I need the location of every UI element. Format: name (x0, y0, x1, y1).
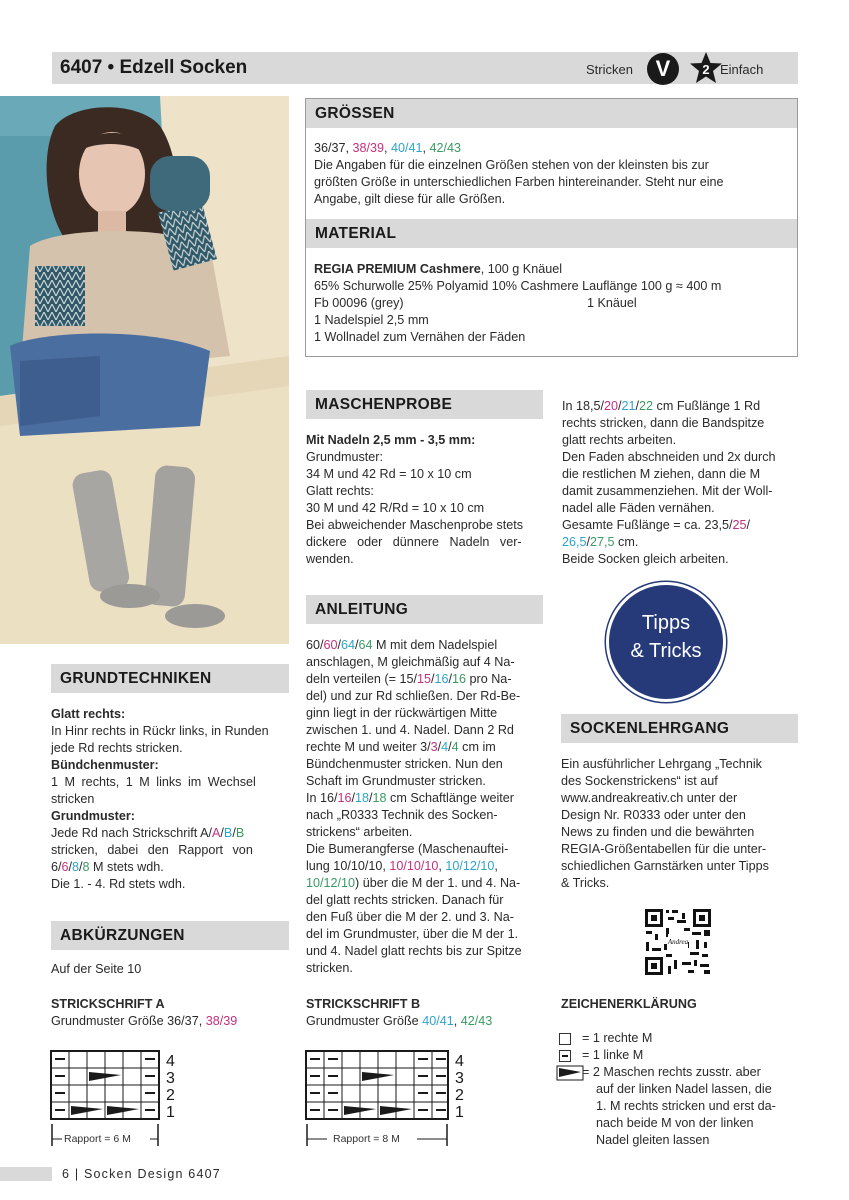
course-text: & Tricks. (561, 876, 610, 890)
technique-text: 1 M rechts, 1 M links im Wechsel (51, 775, 256, 789)
difficulty-label: Einfach (720, 62, 764, 77)
technique-text: stricken, dabei den Rapport von (51, 843, 253, 857)
gauge-line: Glatt rechts: (306, 484, 374, 498)
page-footer: 6 | Socken Design 6407 (62, 1167, 221, 1181)
technique-text: stricken (51, 792, 95, 806)
tips-tricks-badge[interactable] (606, 582, 726, 702)
sizes-text-1: Die Angaben für die einzelnen Größen stehen von der kleinsten bis zur (314, 158, 709, 172)
legend-knit: = 1 rechte M (582, 1031, 653, 1045)
instruction-line: anschlagen, M gleichmäßig auf 4 Na- (306, 655, 515, 669)
instruction-line: strickens“ arbeiten. (306, 825, 413, 839)
instruction-line: del) und zur Rd schließen. Der Rd-Be- (306, 689, 521, 703)
heading-anleitung: ANLEITUNG (306, 595, 543, 624)
instruction-line: den Fuß über die M der 2. und 3. Na- (306, 910, 514, 924)
legend-purl: = 1 linke M (582, 1048, 644, 1062)
knit-label: Stricken (586, 62, 633, 77)
legend-cross: 1. M rechts stricken und erst da- (596, 1099, 776, 1113)
gauge-line: wenden. (306, 552, 354, 566)
gauge-line: 30 M und 42 R/Rd = 10 x 10 cm (306, 501, 485, 515)
chart-b-subtitle: Grundmuster Größe 40/41, 42/43 (306, 1014, 493, 1028)
foot-length: 26,5/27,5 cm. (562, 535, 639, 549)
chart-b-row-label: 1 (455, 1104, 464, 1121)
course-text: Design Nr. R0333 oder unter den (561, 808, 746, 822)
instruction-line: Schaft im Grundmuster stricken. (306, 774, 486, 788)
technique-text: Die 1. - 4. Rd stets wdh. (51, 877, 186, 891)
knitting-needles-icon: V (647, 53, 679, 85)
course-link[interactable]: www.andreakreativ.ch unter der (561, 791, 738, 805)
course-text: News zu finden und die bewährten (561, 825, 755, 839)
gauge-line: Grundmuster: (306, 450, 383, 464)
instruction-line: stricken. (306, 961, 353, 975)
technique-heading: Bündchenmuster: (51, 758, 159, 772)
course-text: Ein ausführlicher Lehrgang „Technik (561, 757, 762, 771)
instruction-line: Die Bumerangferse (Maschenauftei- (306, 842, 509, 856)
chart-a-subtitle: Grundmuster Größe 36/37, 38/39 (51, 1014, 238, 1028)
instruction-line: Bündchenmuster stricken. Nun den (306, 757, 503, 771)
chart-a-title: STRICKSCHRIFT A (51, 997, 165, 1011)
technique-text: Jede Rd nach Strickschrift A/A/B/B (51, 826, 245, 840)
technique-heading: Grundmuster: (51, 809, 135, 823)
toe-text: nadel alle Fäden vernähen. (562, 501, 715, 515)
toe-text: In 18,5/20/21/22 cm Fußlänge 1 Rd (562, 399, 761, 413)
qr-code[interactable] (644, 908, 712, 976)
technique-text: In Hinr rechts in Rückr links, in Runden (51, 724, 269, 738)
material-amount: 1 Knäuel (587, 296, 637, 310)
chart-a-grid (50, 1050, 162, 1122)
sizes-text-3: Angabe, gilt diese für alle Größen. (314, 192, 506, 206)
heading-abkuerzungen: ABKÜRZUNGEN (51, 921, 289, 950)
instruction-line: nach „R0333 Technik des Socken- (306, 808, 498, 822)
toe-text: Beide Socken gleich arbeiten. (562, 552, 729, 566)
course-text: des Sockenstrickens“ ist auf (561, 774, 718, 788)
toe-text: rechts stricken, dann die Bandspitze (562, 416, 765, 430)
course-text: REGIA-Größentabellen für die unter- (561, 842, 767, 856)
abbrev-text: Auf der Seite 10 (51, 962, 142, 976)
legend-cross: nach beide M von der linken (596, 1116, 754, 1130)
legend-title: ZEICHENERKLÄRUNG (561, 997, 697, 1011)
difficulty-star-icon (688, 51, 724, 87)
chart-b-row-label: 4 (455, 1053, 464, 1070)
tips-label: Tipps (641, 612, 691, 634)
toe-text: glatt rechts arbeiten. (562, 433, 677, 447)
gauge-line: Bei abweichender Maschenprobe stets (306, 518, 524, 532)
heading-maschenprobe: MASCHENPROBE (306, 390, 543, 419)
toe-text: Den Faden abschneiden und 2x durch (562, 450, 776, 464)
chart-b-row-label: 3 (455, 1070, 464, 1087)
material-yarn: REGIA PREMIUM Cashmere, 100 g Knäuel (314, 262, 563, 276)
chart-a-rapport: Rapport = 6 M (64, 1133, 131, 1145)
purl-stitch-symbol (559, 1050, 571, 1062)
cross-stitch-symbol (556, 1065, 584, 1081)
toe-text: die restlichen M ziehen, dann die M (562, 467, 761, 481)
footer-bar (0, 1167, 52, 1181)
instruction-line: 10/12/10) über die M der 1. und 4. Na- (306, 876, 521, 890)
knit-stitch-symbol (559, 1033, 571, 1045)
legend-cross: = 2 Maschen rechts zusstr. aber (582, 1065, 761, 1079)
instruction-line: In 16/16/18/18 cm Schaftlänge weiter (306, 791, 514, 805)
technique-text: 6/6/8/8 M stets wdh. (51, 860, 164, 874)
qr-brand: Andrea (667, 938, 689, 946)
chart-a-row-label: 1 (166, 1104, 175, 1121)
chart-a-row-label: 4 (166, 1053, 175, 1070)
heading-grundtechniken: GRUNDTECHNIKEN (51, 664, 289, 693)
model-photo (0, 96, 289, 644)
chart-a-row-label: 3 (166, 1070, 175, 1087)
toe-text: damit zusammenziehen. Mit der Woll- (562, 484, 773, 498)
material-color: Fb 00096 (grey) (314, 296, 404, 310)
heading-material: MATERIAL (306, 219, 797, 248)
technique-heading: Glatt rechts: (51, 707, 126, 721)
heading-sockenlehrgang: SOCKENLEHRGANG (561, 714, 798, 743)
instruction-line: rechte M und weiter 3/3/4/4 cm im (306, 740, 496, 754)
course-text: schiedlichen Garnstärken unter Tipps (561, 859, 769, 873)
gauge-line: dickere oder dünnere Nadeln ver- (306, 535, 522, 549)
instruction-line: ginn liegt in der rückwärtigen Mitte (306, 706, 498, 720)
instruction-line: del im Grundmuster, über die M der 1. (306, 927, 519, 941)
chart-b-rapport: Rapport = 8 M (333, 1133, 400, 1145)
legend-cross: auf der linken Nadel lassen, die (596, 1082, 772, 1096)
legend-cross: Nadel gleiten lassen (596, 1133, 710, 1147)
foot-length: Gesamte Fußlänge = ca. 23,5/25/ (562, 518, 750, 532)
gauge-needles: Mit Nadeln 2,5 mm - 3,5 mm: (306, 433, 476, 447)
chart-b-row-label: 2 (455, 1087, 464, 1104)
chart-a-row-label: 2 (166, 1087, 175, 1104)
instruction-line: del glatt rechts stricken. Danach für (306, 893, 504, 907)
tricks-label: & Tricks (630, 640, 702, 662)
chart-b-grid (305, 1050, 451, 1122)
sizes-list: 36/37, 38/39, 40/41, 42/43 (314, 141, 462, 155)
material-wool-needle: 1 Wollnadel zum Vernähen der Fäden (314, 330, 526, 344)
material-composition: 65% Schurwolle 25% Polyamid 10% Cashmere Lauflänge 100 g ≈ 400 m (314, 279, 722, 293)
gauge-line: 34 M und 42 Rd = 10 x 10 cm (306, 467, 472, 481)
difficulty-level: 2 (702, 62, 710, 77)
instruction-line: deln verteilen (= 15/15/16/16 pro Na- (306, 672, 512, 686)
technique-text: jede Rd rechts stricken. (51, 741, 183, 755)
chart-b-title: STRICKSCHRIFT B (306, 997, 421, 1011)
instruction-line: und 4. Nadel glatt rechts bis zur Spitze (306, 944, 522, 958)
sizes-text-2: größten Größe in unterschiedlichen Farben hintereinander. Steht nur eine (314, 175, 724, 189)
material-needles: 1 Nadelspiel 2,5 mm (314, 313, 429, 327)
instruction-line: zwischen 1. und 4. Nadel. Dann 2 Rd (306, 723, 514, 737)
instruction-line: lung 10/10/10, 10/10/10, 10/12/10, (306, 859, 498, 873)
instruction-line: 60/60/64/64 M mit dem Nadelspiel (306, 638, 498, 652)
heading-groessen: GRÖSSEN (306, 99, 797, 128)
page-title: 6407 • Edzell Socken (60, 57, 248, 78)
